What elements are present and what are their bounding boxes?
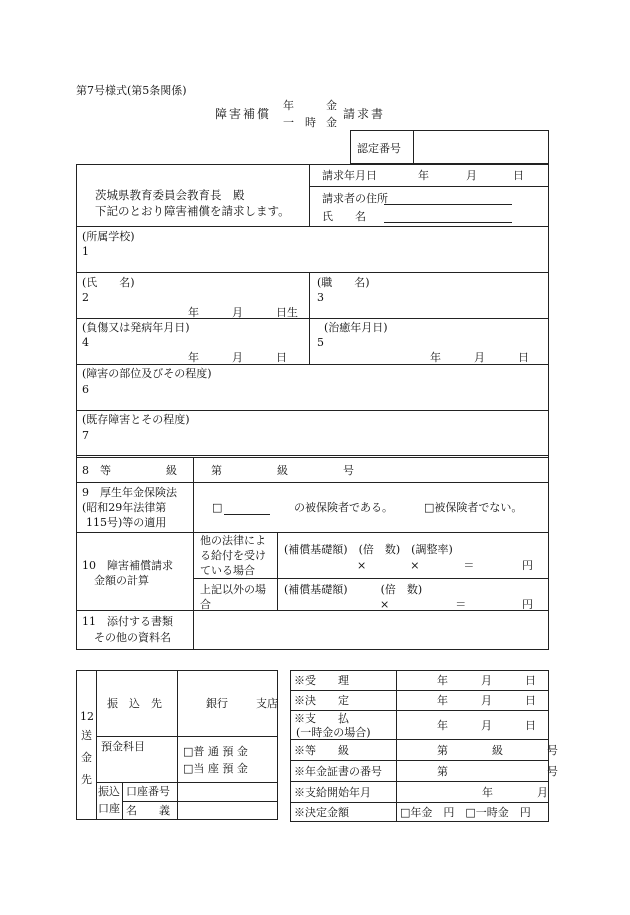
branch-label[interactable]: 支店 (256, 697, 278, 710)
not-insured-checkbox[interactable]: □被保険者でない。 (424, 501, 523, 514)
pension-label-2: (昭和29年法律第 (82, 501, 167, 514)
transfer-dest-label: 振 込 先 (107, 697, 162, 710)
grade-value[interactable]: 第 級 号 (211, 464, 354, 477)
row-number-3: 3 (317, 291, 324, 304)
case2-header: (補償基礎額) (倍 数) (284, 583, 423, 596)
attachments-field[interactable] (195, 612, 547, 648)
office-grade-label: ※等 級 (294, 744, 349, 757)
calc-label-1: 10 障害補償請求 (82, 559, 173, 572)
injury-date: 年 月 日 (188, 351, 287, 364)
insured-text: の被保険者である。 (294, 501, 393, 514)
bank-label[interactable]: 銀行 (206, 697, 228, 710)
remit-char-1: 送 (81, 729, 92, 742)
position-label: (職 名) (317, 276, 370, 289)
title-bottom-b: 時 (305, 116, 316, 129)
transfer-account-label-1: 振込 (98, 785, 120, 798)
pension-label-1: 9 厚生年金保険法 (82, 486, 177, 499)
transfer-account-label-2: 口座 (98, 802, 120, 815)
existing-disability-field[interactable] (96, 427, 546, 453)
row-number-4: 4 (82, 336, 89, 349)
account-holder-field[interactable] (178, 802, 277, 819)
account-number-label: 口座番号 (126, 785, 170, 798)
claimant-address-field[interactable] (384, 204, 512, 205)
form-number: 第7号様式(第5条関係) (76, 84, 187, 97)
case1-header: (補償基礎額) (倍 数) (調整率) (284, 543, 453, 556)
title-top-b: 金 (326, 99, 337, 112)
name-label: (氏 名) (82, 276, 135, 289)
school-label: (所属学校) (82, 230, 135, 243)
school-field[interactable] (96, 244, 546, 270)
attachments-label-2: その他の資料名 (94, 631, 171, 644)
claim-year: 年 (418, 169, 429, 182)
grade-label: 8 等 級 (82, 464, 177, 477)
case2-label-1: 上記以外の場 (200, 583, 266, 596)
title-top-a: 年 (283, 99, 294, 112)
case2-yen: 円 (522, 598, 533, 611)
office-payment-date[interactable]: 年 月 日 (437, 719, 536, 732)
office-start-label: ※支給開始年月 (294, 786, 371, 799)
row-number-1: 1 (82, 245, 89, 258)
row-number-2: 2 (82, 291, 89, 304)
account-number-field[interactable] (178, 783, 277, 801)
case2-label-2: 合 (200, 598, 211, 611)
insured-blank[interactable] (224, 514, 270, 515)
recovery-date-label: (治癒年月日) (324, 321, 388, 334)
office-decided-label: ※決 定 (294, 694, 349, 707)
current-deposit-checkbox[interactable]: □当 座 預 金 (183, 762, 248, 775)
claimant-address-label: 請求者の住所 (322, 192, 388, 205)
account-holder-label: 名 義 (126, 804, 170, 817)
row-number-7: 7 (82, 429, 89, 442)
office-received-date[interactable]: 年 月 日 (437, 674, 536, 687)
claimant-name-field[interactable] (384, 222, 512, 223)
claim-month: 月 (466, 169, 477, 182)
case1-label-2: る給付を受け (200, 549, 266, 562)
remit-char-3: 先 (81, 773, 92, 786)
title-bottom-a: 一 (283, 116, 294, 129)
office-received-label: ※受 理 (294, 674, 349, 687)
title-right: 請求書 (343, 107, 386, 121)
cert-number-field[interactable] (414, 131, 548, 163)
recovery-date: 年 月 日 (430, 351, 529, 364)
claim-day: 日 (513, 169, 524, 182)
disability-field[interactable] (96, 381, 546, 407)
case1-yen: 円 (522, 559, 533, 572)
title-left: 障害補償 (215, 107, 272, 121)
deposit-type-label: 預金科目 (101, 740, 145, 753)
office-certificate-label: ※年金証書の番号 (294, 765, 382, 778)
row-number-6: 6 (82, 383, 89, 396)
remit-char-2: 金 (81, 751, 92, 764)
attachments-label-1: 11 添付する書類 (82, 615, 173, 628)
office-payment-label: ※支 払 (294, 712, 349, 725)
office-amount-label: ※決定金額 (294, 806, 349, 819)
remit-number: 12 (80, 710, 94, 723)
pension-label-3: 115号)等の適用 (86, 516, 167, 529)
injury-date-label: (負傷又は発病年月日) (82, 321, 190, 334)
disability-label: (障害の部位及びその程度) (82, 367, 212, 380)
claimant-name-label: 氏 名 (322, 210, 366, 223)
office-payment-note: (一時金の場合) (296, 726, 371, 739)
birth-date: 年 月 日生 (188, 306, 298, 319)
insured-checkbox[interactable]: □ (212, 501, 223, 514)
case2-formula[interactable]: × ＝ (380, 598, 467, 611)
office-certificate-value[interactable]: 第 号 (437, 765, 558, 778)
case1-label-3: ている場合 (200, 564, 255, 577)
ordinary-deposit-checkbox[interactable]: □普 通 預 金 (183, 745, 248, 758)
office-start-value[interactable]: 年 月 (482, 786, 548, 799)
office-grade-value[interactable]: 第 級 号 (437, 744, 558, 757)
addressee: 茨城県教育委員会教育長 殿 (95, 188, 245, 202)
calc-label-2: 金額の計算 (94, 574, 149, 587)
existing-disability-label: (既存障害とその程度) (82, 413, 190, 426)
case1-formula[interactable]: × × ＝ (357, 559, 475, 572)
office-amount-value[interactable]: □年金 円 □一時金 円 (400, 806, 531, 819)
cert-number-label: 認定番号 (357, 142, 401, 155)
office-decided-date[interactable]: 年 月 日 (437, 694, 536, 707)
request-text: 下記のとおり障害補償を請求します。 (95, 204, 290, 218)
title-bottom-c: 金 (326, 116, 337, 129)
claim-date-label: 請求年月日 (322, 169, 377, 182)
row-number-5: 5 (317, 336, 324, 349)
case1-label-1: 他の法律によ (200, 534, 266, 547)
